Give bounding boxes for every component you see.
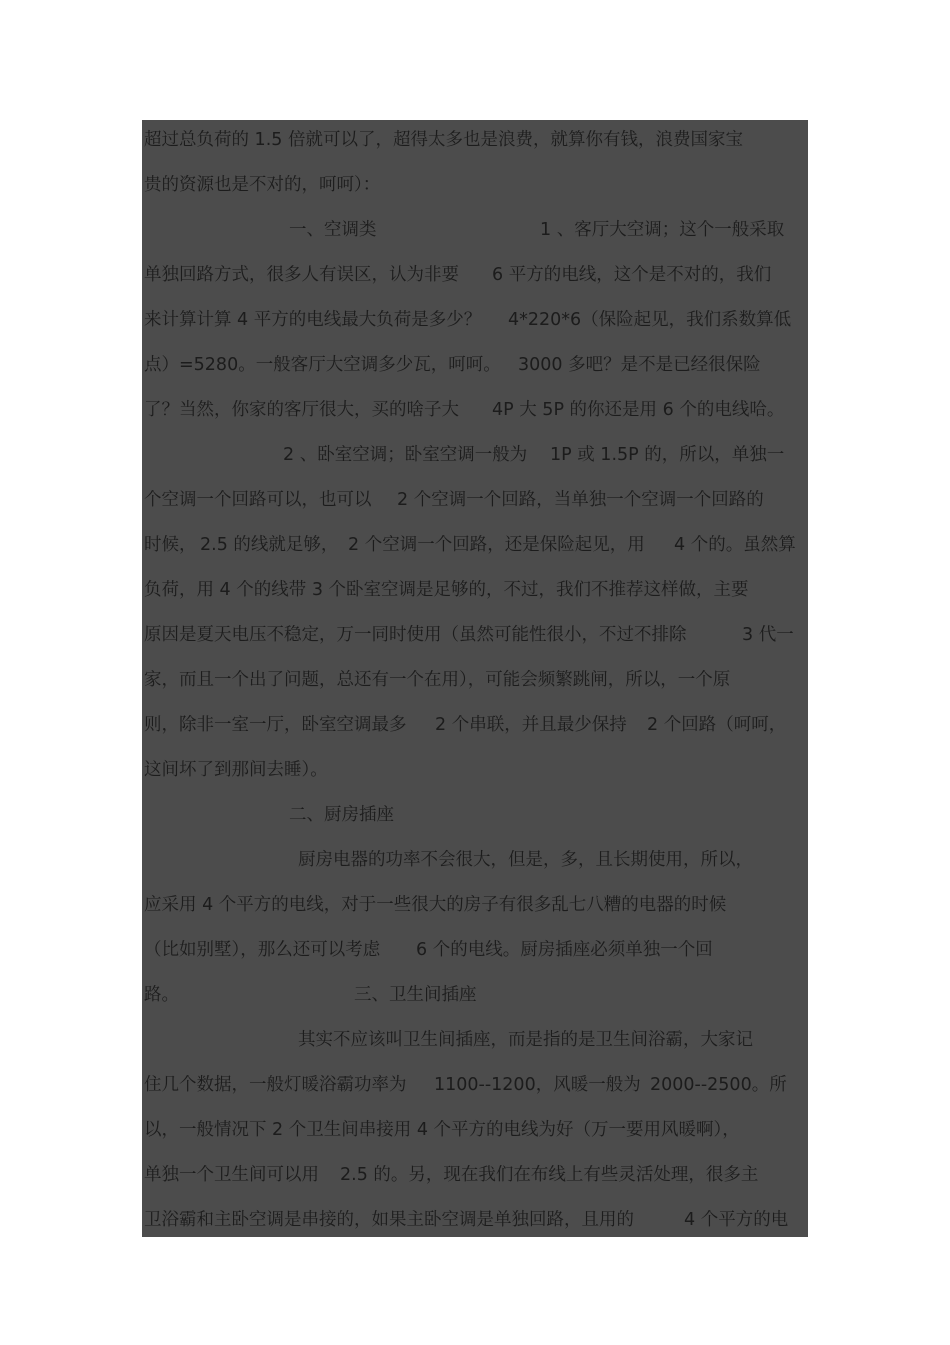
text-segment: 4 个平方的电 [684,1210,789,1230]
text-segment: 超过总负荷的 1.5 倍就可以了，超得太多也是浪费，就算你有钱，浪费国家宝 [144,130,743,150]
text-segment: 负荷，用 4 个的线带 3 个卧室空调是足够的，不过，我们不推荐这样做，主要 [144,580,749,600]
text-segment: 1100--1200，风暖一般为 [434,1075,641,1095]
text-segment: 以，一般情况下 2 个卫生间串接用 4 个平方的电线为好（万一要用风暖啊）， [144,1120,740,1140]
text-segment: 3000 多吧？是不是已经很保险 [518,355,761,375]
text-segment: 2 、卧室空调；卧室空调一般为 [283,445,528,465]
text-segment: 4P 大 5P 的你还是用 6 个的电线哈。 [492,400,785,420]
text-segment: 单独一个卫生间可以用 [144,1165,319,1185]
text-block [142,120,808,1237]
text-segment: 家，而且一个出了问题，总还有一个在用），可能会频繁跳闸，所以，一个原 [144,670,731,690]
text-segment: 2000--2500。所 [650,1075,787,1095]
text-segment: 2.5 的。另，现在我们在布线上有些灵活处理，很多主 [340,1165,759,1185]
text-segment: 三、卫生间插座 [354,985,477,1005]
text-segment: 2 个回路（呵呵， [647,715,787,735]
text-segment: 这间坏了到那间去睡）。 [144,760,328,780]
text-segment: 住几个数据，一般灯暖浴霸功率为 [144,1075,407,1095]
text-segment: 6 个的电线。厨房插座必须单独一个回 [416,940,713,960]
text-segment: （比如别墅），那么还可以考虑 [144,940,381,960]
text-segment: 来计算计算 4 平方的电线最大负荷是多少？ [144,310,482,330]
text-segment: 1 、客厅大空调；这个一般采取 [540,220,785,240]
text-segment: 4*220*6（保险起见，我们系数算低 [508,310,792,330]
text-segment: 单独回路方式，很多人有误区，认为非要 [144,265,459,285]
text-segment: 卫浴霸和主卧空调是串接的，如果主卧空调是单独回路，且用的 [144,1210,634,1230]
text-segment: 时候， [144,535,197,555]
text-segment: 2.5 的线就足够， [200,535,339,555]
text-segment: 路。 [144,985,179,1005]
text-segment: 6 平方的电线，这个是不对的，我们 [492,265,772,285]
text-segment: 厨房电器的功率不会很大，但是，多，且长期使用，所以， [298,850,753,870]
text-segment: 其实不应该叫卫生间插座，而是指的是卫生间浴霸，大家记 [298,1030,753,1050]
text-segment: 2 个串联，并且最少保持 [435,715,627,735]
text-segment: 则，除非一室一厅，卧室空调最多 [144,715,407,735]
text-segment: 2 个空调一个回路，当单独一个空调一个回路的 [397,490,764,510]
text-segment: 2 个空调一个回路，还是保险起见，用 [348,535,645,555]
text-segment: 贵的资源也是不对的，呵呵）： [144,175,381,195]
text-segment: 应采用 4 个平方的电线，对于一些很大的房子有很多乱七八糟的电器的时候 [144,895,727,915]
text-segment: 一、空调类 [289,220,377,240]
text-segment: 3 代一 [742,625,794,645]
text-segment: 4 个的。虽然算 [674,535,796,555]
text-segment: 原因是夏天电压不稳定，万一同时使用（虽然可能性很小，不过不排除 [144,625,687,645]
text-segment: 1P 或 1.5P 的，所以，单独一 [550,445,785,465]
text-segment: 了？当然，你家的客厅很大，买的啥子大 [144,400,459,420]
text-segment: 点）=5280。一般客厅大空调多少瓦，呵呵。 [144,355,501,375]
text-segment: 个空调一个回路可以，也可以 [144,490,372,510]
text-segment: 二、厨房插座 [289,805,394,825]
